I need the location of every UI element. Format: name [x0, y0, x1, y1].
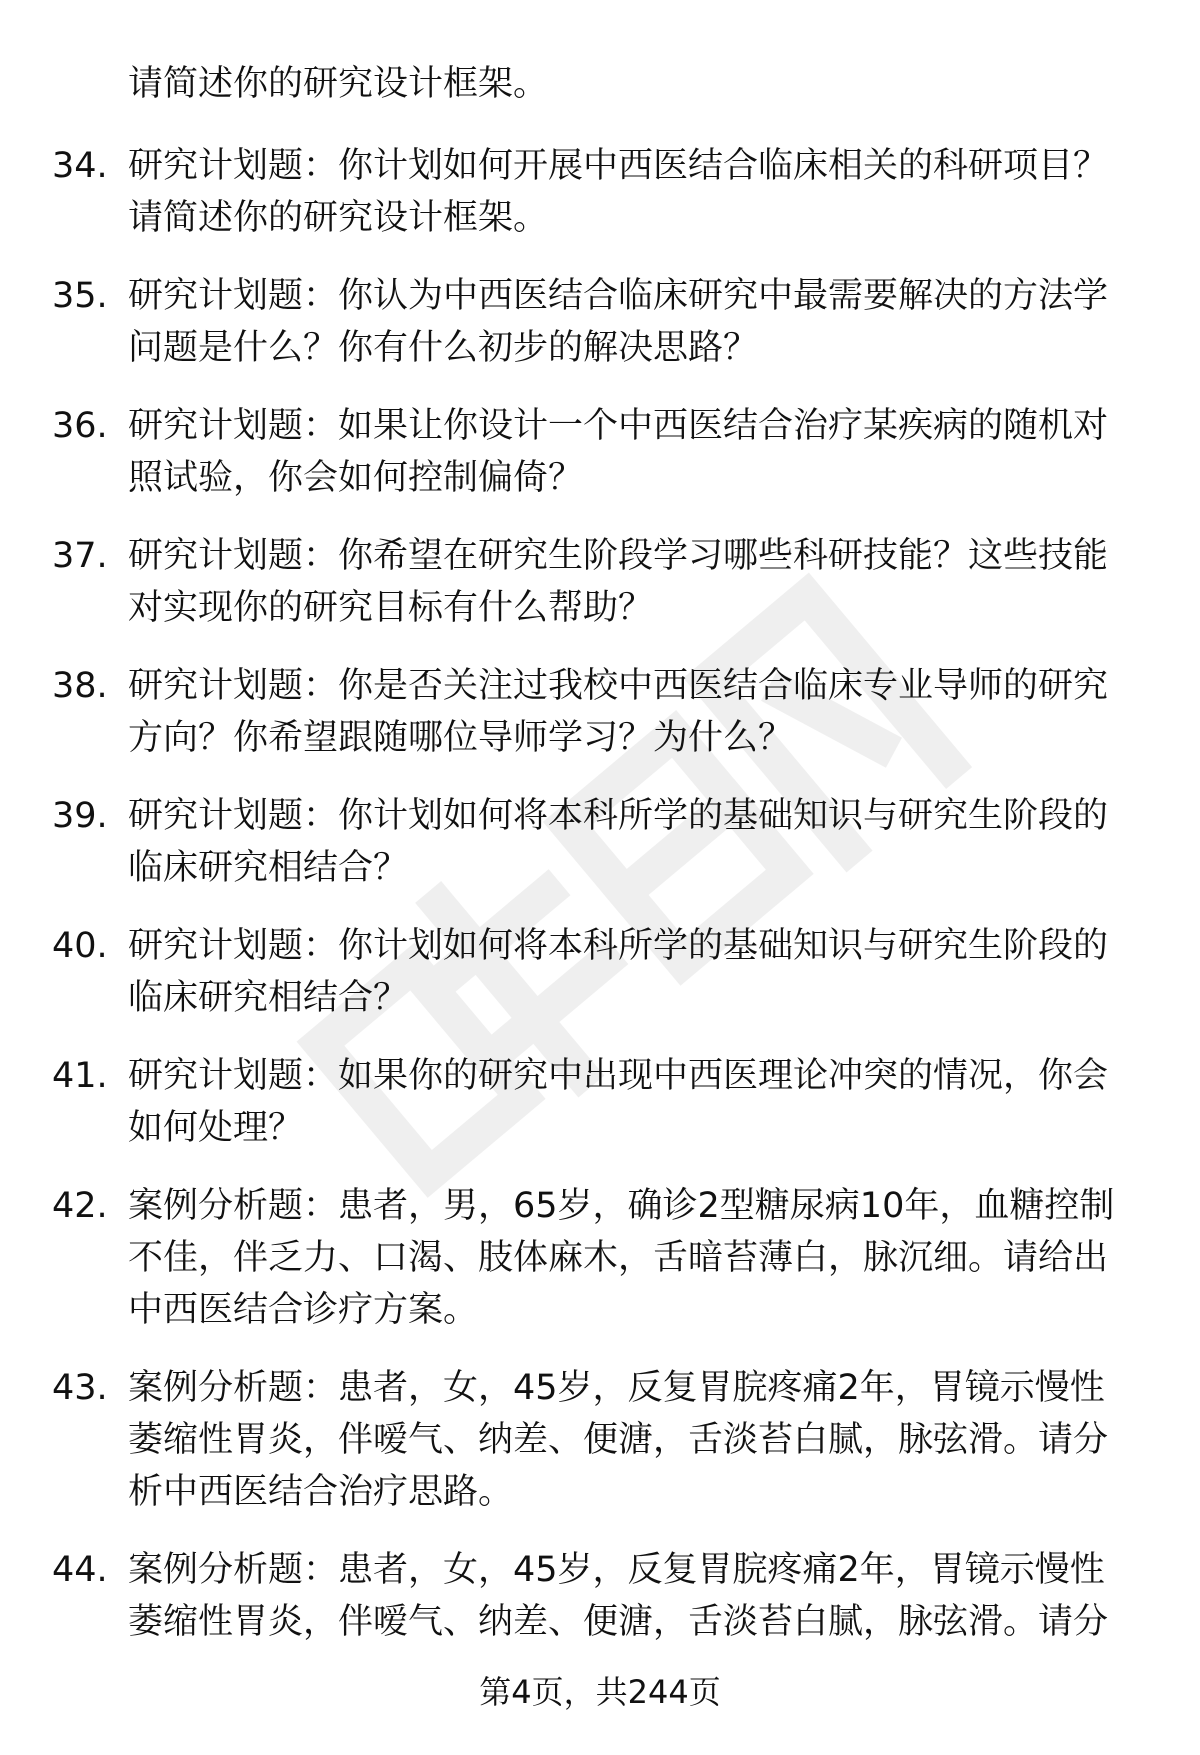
question-text-line: 临床研究相结合？ — [128, 978, 409, 1018]
question-text-line: 萎缩性胃炎，伴嗳气、纳差、便溏，舌淡苔白腻，脉弦滑。请分 — [128, 1602, 1109, 1642]
question-item — [0, 1180, 1200, 1336]
question-number: 42. — [52, 1186, 108, 1226]
question-text-line: 方向？你希望跟随哪位导师学习？为什么？ — [128, 718, 794, 758]
question-number: 37. — [52, 536, 108, 576]
question-text-line: 研究计划题：如果你的研究中出现中西医理论冲突的情况，你会 — [128, 1056, 1109, 1096]
question-text-line: 问题是什么？你有什么初步的解决思路？ — [128, 328, 759, 368]
question-text-line: 案例分析题：患者，女，45岁，反复胃脘疼痛2年，胃镜示慢性 — [128, 1368, 1105, 1408]
question-number: 35. — [52, 276, 108, 316]
question-text-line: 研究计划题：你计划如何开展中西医结合临床相关的科研项目？ — [128, 146, 1109, 186]
question-text-line: 析中西医结合治疗思路。 — [128, 1472, 514, 1512]
question-item — [0, 790, 1200, 894]
question-number: 34. — [52, 146, 108, 186]
question-text-line: 照试验，你会如何控制偏倚？ — [128, 458, 584, 498]
question-text-line: 中西医结合诊疗方案。 — [128, 1290, 479, 1330]
question-item — [0, 660, 1200, 764]
question-text-line: 临床研究相结合？ — [128, 848, 409, 888]
question-text-line: 如何处理？ — [128, 1108, 304, 1148]
question-number: 44. — [52, 1550, 108, 1590]
question-text-line: 案例分析题：患者，男，65岁，确诊2型糖尿病10年，血糖控制 — [128, 1186, 1115, 1226]
question-item — [0, 1050, 1200, 1154]
question-number: 40. — [52, 926, 108, 966]
question-number: 39. — [52, 796, 108, 836]
question-item — [0, 920, 1200, 1024]
question-text-line: 研究计划题：你计划如何将本科所学的基础知识与研究生阶段的 — [128, 796, 1109, 836]
question-text-line: 不佳，伴乏力、口渴、肢体麻木，舌暗苔薄白，脉沉细。请给出 — [128, 1238, 1109, 1278]
question-text-line: 请简述你的研究设计框架。 — [128, 198, 549, 238]
question-item — [0, 1362, 1200, 1518]
question-text-line: 研究计划题：你计划如何将本科所学的基础知识与研究生阶段的 — [128, 926, 1109, 966]
question-number: 43. — [52, 1368, 108, 1408]
question-number: 41. — [52, 1056, 108, 1096]
continued-question-text: 请简述你的研究设计框架。 — [128, 64, 549, 104]
question-item — [0, 270, 1200, 374]
question-item — [0, 400, 1200, 504]
question-text-line: 研究计划题：如果让你设计一个中西医结合治疗某疾病的随机对 — [128, 406, 1109, 446]
question-item — [0, 1544, 1200, 1648]
question-text-line: 案例分析题：患者，女，45岁，反复胃脘疼痛2年，胃镜示慢性 — [128, 1550, 1105, 1590]
question-list — [0, 140, 1200, 1674]
question-text-line: 研究计划题：你认为中西医结合临床研究中最需要解决的方法学 — [128, 276, 1109, 316]
question-number: 36. — [52, 406, 108, 446]
question-number: 38. — [52, 666, 108, 706]
question-item — [0, 140, 1200, 244]
question-text-line: 对实现你的研究目标有什么帮助？ — [128, 588, 654, 628]
page-number-footer: 第4页，共244页 — [479, 1673, 721, 1711]
question-text-line: 萎缩性胃炎，伴嗳气、纳差、便溏，舌淡苔白腻，脉弦滑。请分 — [128, 1420, 1109, 1460]
question-text-line: 研究计划题：你希望在研究生阶段学习哪些科研技能？这些技能 — [128, 536, 1109, 576]
question-text-line: 研究计划题：你是否关注过我校中西医结合临床专业导师的研究 — [128, 666, 1109, 706]
question-item — [0, 530, 1200, 634]
